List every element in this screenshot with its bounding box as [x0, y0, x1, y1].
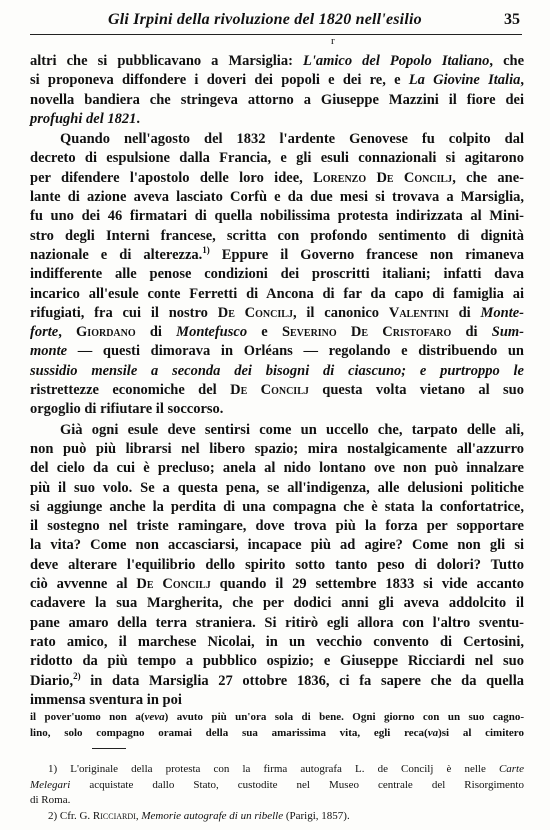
text-line: Quando nell'agosto del 1832 l'ardente Genovese fu colpito dal — [60, 131, 524, 148]
text-line: il sostegno nel triste ramingare, dove trova più la forza per sopportare — [30, 518, 524, 535]
text-line: nazionale e di alterezza.$^{1)}$ Eppure il Governo francese non rimaneva — [30, 244, 524, 263]
text-line: altri che si pubblicavano a Marsiglia: L'amico del Popolo Italiano, che — [30, 53, 524, 69]
text-line: si proponeva diffondere i doveri dei popoli e dei re, e La Giovine Italia, — [30, 72, 524, 89]
text-line: indifferente alle penose condizioni dei proscritti italiani; infatti dava — [30, 266, 524, 283]
text-line: orgoglio di rifiutare il soccorso. — [30, 401, 224, 418]
text-line: 2) Cfr. G. Ricciardi, Memorie autografe di un ribelle (Parigi, 1857). — [48, 809, 350, 822]
text-line: per difendere l'apostolo delle loro idee, Lorenzo De Concilj, che ane- — [30, 169, 524, 186]
text-line: 1) L'originale della protesta con la firma autografa L. de Concilj è nelle Carte — [48, 763, 524, 775]
text-line: più il suo volo. Se a questa pena, se all'indigenza, alle delusioni politiche — [30, 479, 524, 496]
text-line: ciò avvenne al De Concilj quando il 29 settembre 1833 si vide accanto — [30, 576, 524, 593]
text-line: di Roma. — [30, 794, 71, 806]
text-line: decreto di espulsione dalla Francia, e gli esuli connazionali si agitarono — [30, 150, 524, 167]
text-line: sussidio mensile a seconda dei bisogni di ciascuno; e purtroppo le — [30, 362, 524, 379]
text-line: fu uno dei 46 firmatari di quella nobilissima protesta indirizzata al Mini- — [30, 208, 524, 225]
text-line: ristrettezze economiche del De Concilj questa volta vietano al suo — [30, 382, 524, 399]
text-line: stro degli Interni francese, scritta con profondo sentimento di dignità — [30, 227, 524, 244]
footnotes — [30, 762, 524, 824]
paragraph-2 — [30, 130, 524, 419]
text-line: la vita? Come non accasciarsi, incapace più ad agire? Come non gli si — [30, 537, 524, 554]
main-text — [30, 52, 524, 710]
text-line: del cielo da cui è precluso; anela al nido lontano ove non può innalzare — [30, 460, 524, 477]
page-number: 35 — [504, 11, 520, 28]
text-line: il pover'uomo non a(veva) avuto più un'ora sola di bene. Ogni giorno con un suo cagno- — [30, 711, 524, 723]
text-line: rifugiati, fra cui il nostro De Concilj, il canonico Valentini di Monte- — [30, 304, 524, 321]
text-line: immensa sventura in poi — [30, 691, 182, 708]
footnote-2 — [30, 809, 524, 825]
running-title: Gli Irpini della rivoluzione del 1820 nell'esilio — [108, 11, 422, 28]
text-line: monte — questi dimorava in Orléans — regolando e distribuendo un — [30, 343, 524, 360]
text-line: cadavere la sua Margherita, che per dodici anni gli aveva addolcito il — [30, 595, 524, 612]
footnote-ref: 2) — [73, 670, 81, 681]
text-line: rato amico, il marchese Nicolai, in un vecchio convento di Certosini, — [30, 633, 524, 650]
person-name: Lorenzo De Concilj — [313, 169, 453, 186]
text-line: non può più librarsi nel libero spazio; mira nostalgicamente all'azzurro — [30, 440, 524, 457]
text-line: Diario,$^{2)}$ in data Marsiglia 27 ottobre 1836, ci fa sapere che da quella — [30, 670, 524, 689]
footnote-divider — [92, 748, 126, 749]
text-line: lante di azione aveva lasciato Corfù e da due mesi si trovava a Marsiglia, — [30, 189, 524, 206]
page-header — [30, 8, 522, 35]
footnote-1 — [30, 762, 524, 809]
text-line: deve alterare l'equilibrio dello spirito sotto tanto peso di dolori? Tutto — [30, 556, 524, 573]
text-line: profughi del 1821. — [30, 110, 140, 127]
text-line: pane amaro della terra straniera. Si ritirò egli allora con l'altro sventu- — [30, 614, 524, 631]
paragraph-1 — [30, 52, 524, 129]
printer-mark: r — [331, 35, 335, 47]
paragraph-3 — [30, 421, 524, 710]
text-line: forte, Giordano di Montefusco e Severino De Cristofaro di Sum- — [30, 324, 525, 341]
text-line: incarico all'esule conte Ferretti di Ancona di far da capo di famiglia ai — [30, 285, 524, 302]
text-line: novella bandiera che stringeva attorno a Giuseppe Mazzini il fiore dei — [30, 91, 524, 108]
text-line: Melegari acquistate dallo Stato, custodite nel Museo centrale del Risorgimento — [30, 778, 524, 791]
text-line: lino, solo compagno oramai della sua amarissima vita, egli reca(va)si al cimitero — [30, 727, 524, 739]
text-line: si aggiunge anche la perdita di una compagna che è stata la confortatrice, — [30, 498, 524, 515]
text-line: ridotto da più tempo a pubblico ospizio; e Giuseppe Ricciardi nel suo — [30, 653, 524, 670]
footnote-ref: 1) — [202, 244, 210, 255]
text-line: Già ogni esule deve sentirsi come un uccello che, tarpato delle ali, — [60, 421, 524, 438]
quoted-passage — [30, 709, 524, 741]
